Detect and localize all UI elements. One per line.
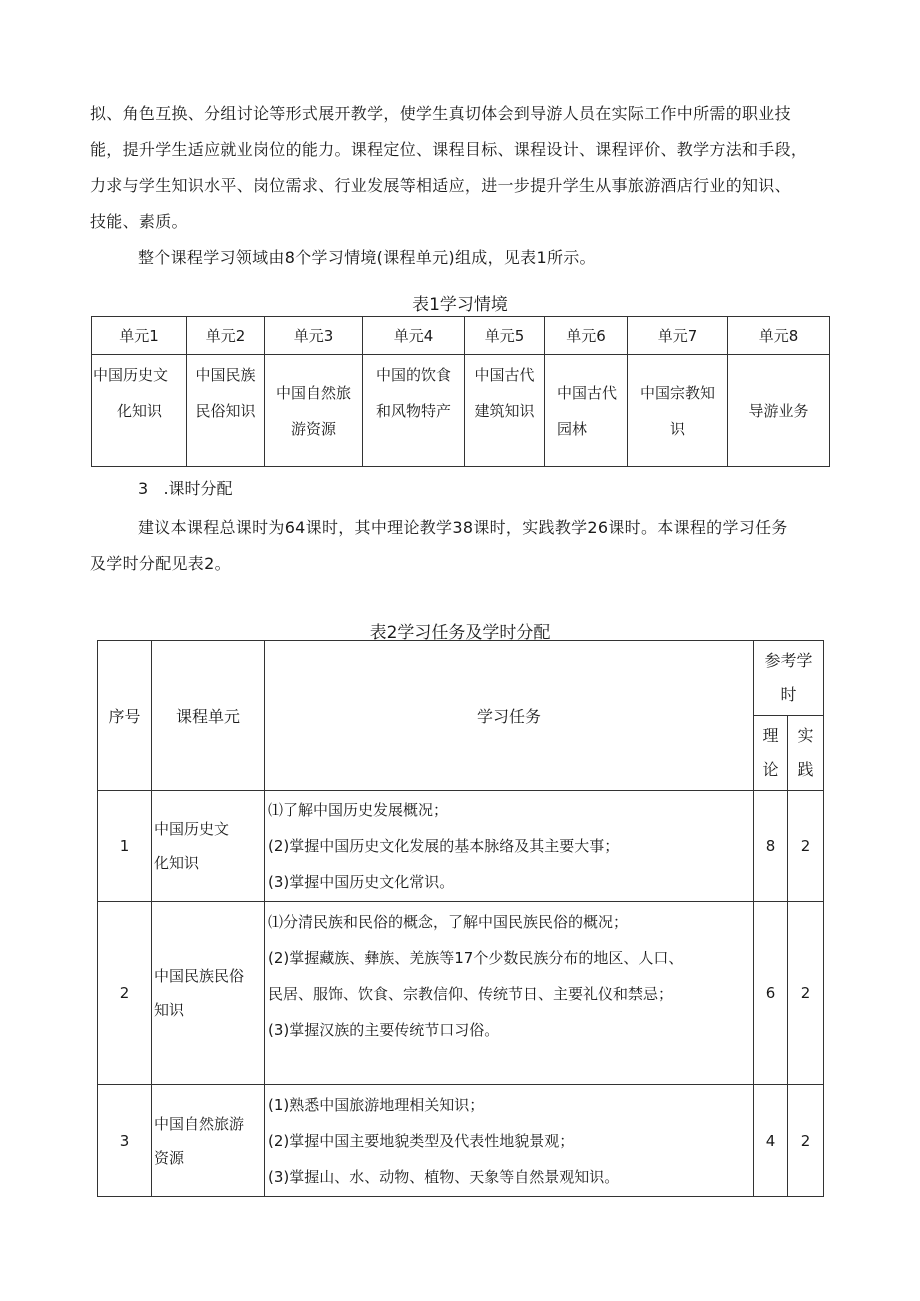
table-row	[98, 902, 824, 1085]
unit-line: 中国自然旅游	[154, 1114, 245, 1133]
section3-line: 及学时分配见表2。	[90, 554, 231, 573]
task-header: 学习任务	[265, 641, 754, 791]
header-line: 参考学	[764, 651, 813, 670]
practice-hours-cell: 2	[788, 791, 824, 902]
intro-line: 技能、素质。	[90, 212, 188, 231]
table1-caption: 表1学习情境	[412, 295, 508, 315]
unit-cell	[152, 902, 265, 1085]
unit-cell	[152, 791, 265, 902]
unit-header: 课程单元	[152, 641, 265, 791]
seq-cell: 1	[98, 791, 152, 902]
unit-content-line: 导游业务	[748, 401, 809, 420]
unit-content-line: 中国的饮食	[375, 366, 451, 384]
unit-line: 化知识	[154, 854, 200, 872]
theory-header	[754, 716, 788, 791]
unit-content-line: 中国民族	[195, 366, 256, 384]
task-line: (2)掌握中国主要地貌类型及代表性地貌景观；	[268, 1131, 575, 1150]
unit-header: 单元8	[728, 317, 830, 355]
unit-content	[187, 355, 265, 467]
header-line: 论	[762, 760, 779, 779]
unit-header: 单元4	[363, 317, 465, 355]
unit-content-line: 中国宗教知	[639, 383, 715, 402]
unit-header: 单元2	[187, 317, 265, 355]
section-heading: 3 .课时分配	[138, 479, 233, 498]
intro-paragraph	[90, 96, 835, 276]
task-line: (2)掌握中国历史文化发展的基本脉络及其主要大事；	[268, 837, 620, 855]
unit-content	[628, 355, 728, 467]
unit-content-line: 识	[669, 419, 685, 438]
task-line: 民居、服饰、饮食、宗教信仰、传统节日、主要礼仪和禁忌；	[268, 985, 674, 1003]
unit-content	[265, 355, 363, 467]
unit-cell	[152, 1085, 265, 1197]
table1-header-row	[92, 317, 830, 355]
unit-content-line: 建筑知识	[474, 402, 535, 420]
task-cell	[265, 902, 754, 1085]
table1-content-row	[92, 355, 830, 467]
section3-paragraph	[90, 510, 835, 582]
table-row	[98, 1085, 824, 1197]
unit-content	[465, 355, 545, 467]
unit-content-line: 园林	[557, 419, 588, 438]
unit-header: 单元3	[265, 317, 363, 355]
unit-line: 资源	[154, 1148, 185, 1167]
intro-sentence: 整个课程学习领域由8个学习情境(课程单元)组成，见表1所示。	[138, 248, 596, 267]
task-line: (2)掌握藏族、彝族、羌族等17个少数民族分布的地区、人口、	[268, 949, 684, 967]
task-line: (1)熟悉中国旅游地理相关知识；	[268, 1095, 485, 1114]
unit-header: 单元7	[628, 317, 728, 355]
unit-content-line: 中国自然旅	[275, 383, 351, 402]
seq-cell: 2	[98, 902, 152, 1085]
task-line: (3)掌握中国历史文化常识。	[268, 873, 455, 891]
intro-line: 能，提升学生适应就业岗位的能力。课程定位、课程目标、课程设计、课程评价、教学方法和手段，	[90, 140, 808, 159]
theory-hours-cell: 6	[754, 902, 788, 1085]
header-line: 实	[797, 726, 814, 745]
task-line: (3)掌握山、水、动物、植物、天象等自然景观知识。	[268, 1167, 620, 1186]
theory-hours-cell: 4	[754, 1085, 788, 1197]
header-line: 时	[780, 685, 797, 704]
practice-hours-cell: 2	[788, 902, 824, 1085]
unit-content-line: 和风物特产	[375, 402, 451, 420]
seq-cell: 3	[98, 1085, 152, 1197]
unit-content-line: 民俗知识	[195, 402, 256, 420]
practice-hours-cell: 2	[788, 1085, 824, 1197]
task-cell	[265, 791, 754, 902]
unit-content-line: 游资源	[290, 419, 336, 438]
task-line: ⑴了解中国历史发展概况；	[268, 801, 449, 819]
unit-line: 知识	[154, 1001, 185, 1019]
unit-header: 单元6	[545, 317, 628, 355]
header-line: 理	[762, 726, 779, 745]
theory-hours-cell: 8	[754, 791, 788, 902]
table2-caption: 表2学习任务及学时分配	[369, 623, 551, 643]
unit-content	[545, 355, 628, 467]
section3-line: 建议本课程总课时为64课时，其中理论教学38课时，实践教学26课时。本课程的学习任务	[138, 518, 788, 537]
unit-content	[92, 355, 187, 467]
unit-line: 中国民族民俗	[154, 967, 245, 985]
practice-header	[788, 716, 824, 791]
seq-header: 序号	[98, 641, 152, 791]
table-row	[98, 791, 824, 902]
learning-situations-table	[91, 316, 830, 467]
task-line: ⑴分清民族和民俗的概念，了解中国民族民俗的概况；	[268, 913, 629, 931]
unit-content	[363, 355, 465, 467]
unit-content-line: 中国古代	[557, 383, 618, 402]
unit-content-line: 中国历史文	[93, 366, 169, 384]
intro-line: 力求与学生知识水平、岗位需求、行业发展等相适应，进一步提升学生从事旅游酒店行业的知识、	[90, 176, 791, 195]
reference-hours-header	[754, 641, 824, 716]
table2-header-row	[98, 641, 824, 716]
unit-line: 中国历史文	[154, 820, 230, 838]
header-line: 践	[797, 760, 814, 779]
task-line: (3)掌握汉族的主要传统节口习俗。	[268, 1021, 500, 1039]
task-hours-table	[97, 640, 824, 1197]
unit-content	[728, 355, 830, 467]
unit-content-line: 化知识	[117, 402, 163, 420]
task-cell	[265, 1085, 754, 1197]
intro-line: 拟、角色互换、分组讨论等形式展开教学，使学生真切体会到导游人员在实际工作中所需的职业技	[90, 104, 791, 123]
unit-content-line: 中国古代	[474, 366, 535, 384]
unit-header: 单元5	[465, 317, 545, 355]
unit-header: 单元1	[92, 317, 187, 355]
